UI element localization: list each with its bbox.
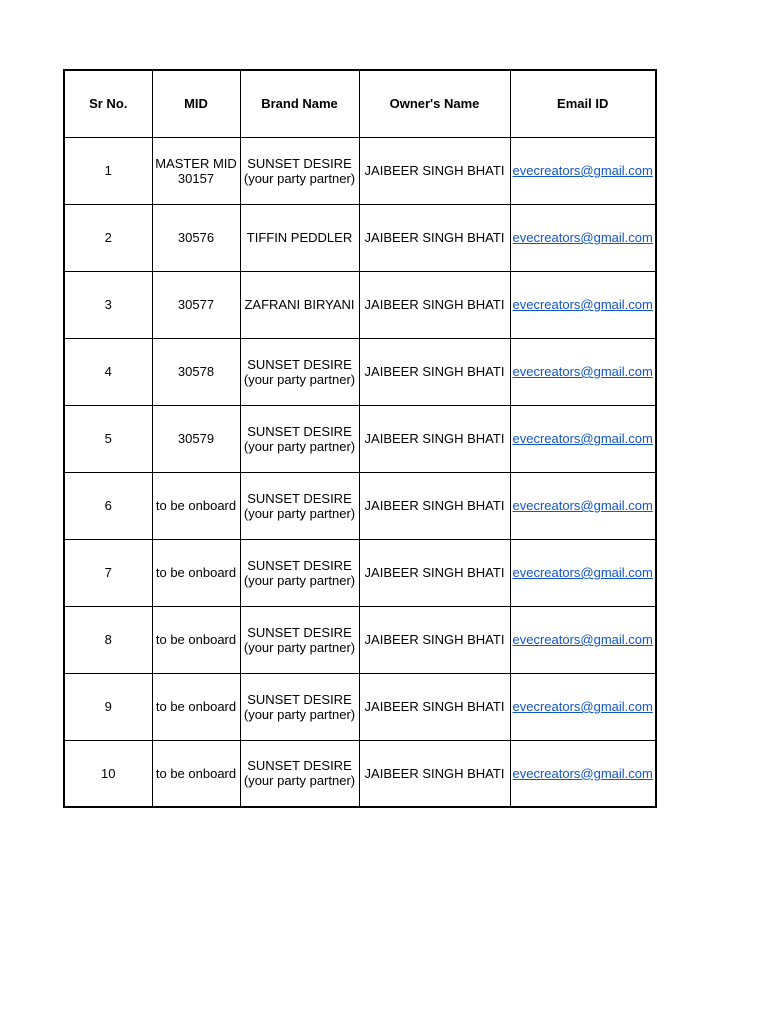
cell-brand-name-line: SUNSET DESIRE [247, 557, 352, 573]
cell-owner-name: JAIBEER SINGH BHATI [359, 271, 510, 338]
email-link[interactable]: evecreators@gmail.com [512, 163, 653, 178]
table-row [64, 271, 656, 338]
cell-sr-no: 4 [64, 338, 152, 405]
cell-brand-name [240, 338, 359, 405]
cell-email-id [510, 405, 656, 472]
cell-owner-name: JAIBEER SINGH BHATI [359, 204, 510, 271]
table-row [64, 472, 656, 539]
cell-mid-line: 30579 [177, 431, 215, 446]
cell-brand-name-line: (your party partner) [243, 438, 356, 454]
cell-owner-name: JAIBEER SINGH BHATI [359, 472, 510, 539]
cell-brand-name [240, 740, 359, 807]
cell-email-id [510, 204, 656, 271]
cell-mid-line: MASTER MID [155, 155, 237, 171]
cell-email-id [510, 606, 656, 673]
cell-mid-line: to be onboard [155, 498, 237, 513]
cell-brand-name-line: TIFFIN PEDDLER [246, 230, 353, 245]
email-link[interactable]: evecreators@gmail.com [512, 297, 653, 312]
cell-brand-name-line: SUNSET DESIRE [247, 423, 352, 439]
cell-brand-name [240, 204, 359, 271]
cell-brand-name [240, 137, 359, 204]
cell-brand-name-line: (your party partner) [243, 706, 356, 722]
cell-mid [152, 740, 240, 807]
cell-sr-no: 3 [64, 271, 152, 338]
cell-email-id [510, 539, 656, 606]
header-mid: MID [152, 70, 240, 137]
cell-mid-line: 30578 [177, 364, 215, 379]
cell-mid-line: 30157 [177, 170, 215, 186]
email-link[interactable]: evecreators@gmail.com [512, 364, 653, 379]
cell-sr-no: 5 [64, 405, 152, 472]
cell-mid [152, 539, 240, 606]
cell-brand-name [240, 271, 359, 338]
email-link[interactable]: evecreators@gmail.com [512, 632, 653, 647]
table-row [64, 137, 656, 204]
table-row [64, 606, 656, 673]
cell-mid-line: to be onboard [155, 765, 237, 781]
cell-owner-name: JAIBEER SINGH BHATI [359, 338, 510, 405]
cell-sr-no: 7 [64, 539, 152, 606]
cell-brand-name-line: SUNSET DESIRE [247, 758, 352, 774]
table-row [64, 539, 656, 606]
cell-mid [152, 606, 240, 673]
cell-brand-name [240, 673, 359, 740]
cell-brand-name-line: (your party partner) [243, 773, 356, 789]
cell-brand-name [240, 539, 359, 606]
email-link[interactable]: evecreators@gmail.com [512, 565, 653, 580]
table-row [64, 740, 656, 807]
cell-mid-line: to be onboard [155, 632, 237, 647]
cell-brand-name-line: SUNSET DESIRE [247, 490, 352, 506]
cell-brand-name-line: (your party partner) [243, 505, 356, 521]
cell-sr-no: 2 [64, 204, 152, 271]
email-link[interactable]: evecreators@gmail.com [512, 230, 653, 245]
cell-mid [152, 338, 240, 405]
cell-brand-name-line: (your party partner) [243, 170, 356, 186]
cell-mid [152, 271, 240, 338]
cell-email-id [510, 740, 656, 807]
cell-sr-no: 9 [64, 673, 152, 740]
cell-email-id [510, 673, 656, 740]
table-body [64, 137, 656, 807]
cell-brand-name-line: (your party partner) [243, 371, 356, 387]
cell-brand-name-line: SUNSET DESIRE [247, 356, 352, 372]
cell-email-id [510, 472, 656, 539]
cell-owner-name: JAIBEER SINGH BHATI [359, 606, 510, 673]
table-row [64, 405, 656, 472]
table-row [64, 204, 656, 271]
cell-sr-no: 1 [64, 137, 152, 204]
cell-brand-name-line: SUNSET DESIRE [247, 624, 352, 640]
email-link[interactable]: evecreators@gmail.com [512, 699, 653, 714]
table-header-row [64, 70, 656, 137]
cell-email-id [510, 137, 656, 204]
cell-mid [152, 472, 240, 539]
cell-sr-no: 10 [64, 740, 152, 807]
cell-mid [152, 405, 240, 472]
cell-owner-name: JAIBEER SINGH BHATI [359, 137, 510, 204]
cell-mid [152, 137, 240, 204]
merchant-table [63, 69, 657, 808]
cell-owner-name: JAIBEER SINGH BHATI [359, 405, 510, 472]
cell-owner-name: JAIBEER SINGH BHATI [359, 539, 510, 606]
cell-brand-name [240, 606, 359, 673]
header-brand-name: Brand Name [240, 70, 359, 137]
header-owner-name: Owner's Name [359, 70, 510, 137]
header-sr-no: Sr No. [64, 70, 152, 137]
cell-mid-line: 30576 [177, 230, 215, 245]
cell-email-id [510, 271, 656, 338]
email-link[interactable]: evecreators@gmail.com [512, 498, 653, 513]
cell-owner-name: JAIBEER SINGH BHATI [359, 673, 510, 740]
cell-owner-name: JAIBEER SINGH BHATI [359, 740, 510, 807]
cell-brand-name-line: (your party partner) [243, 639, 356, 655]
cell-sr-no: 8 [64, 606, 152, 673]
cell-mid [152, 673, 240, 740]
cell-mid-line: 30577 [177, 297, 215, 312]
table-row [64, 673, 656, 740]
header-email-id: Email ID [510, 70, 656, 137]
table-row [64, 338, 656, 405]
cell-brand-name-line: (your party partner) [243, 572, 356, 588]
cell-brand-name [240, 405, 359, 472]
cell-brand-name-line: ZAFRANI BIRYANI [244, 297, 355, 312]
cell-brand-name [240, 472, 359, 539]
email-link[interactable]: evecreators@gmail.com [512, 431, 653, 446]
cell-email-id [510, 338, 656, 405]
cell-mid-line: to be onboard [155, 565, 237, 580]
email-link[interactable]: evecreators@gmail.com [512, 765, 653, 781]
cell-mid [152, 204, 240, 271]
cell-mid-line: to be onboard [155, 699, 237, 714]
cell-sr-no: 6 [64, 472, 152, 539]
cell-brand-name-line: SUNSET DESIRE [247, 691, 352, 707]
cell-brand-name-line: SUNSET DESIRE [247, 155, 352, 171]
